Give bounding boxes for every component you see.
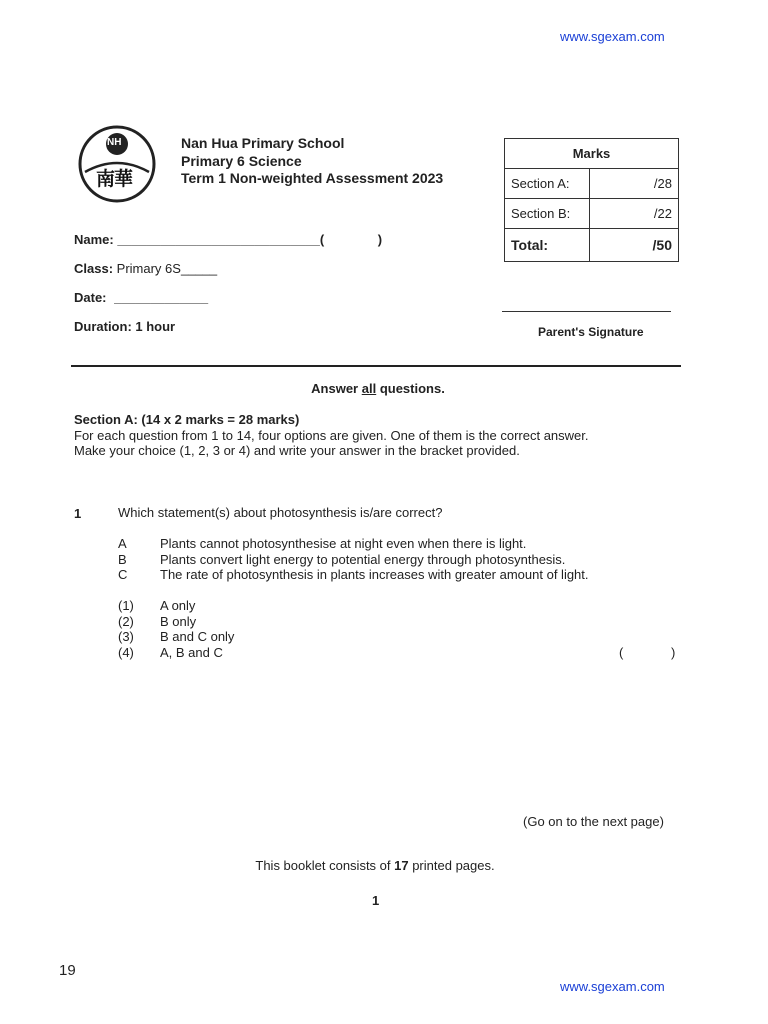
duration-text: Duration: 1 hour [74,319,176,334]
option-num-3: (3) [118,629,134,644]
answer-bracket-space[interactable] [630,642,670,662]
date-label: Date: [74,290,107,305]
top-website-link[interactable]: www.sgexam.com [560,29,665,44]
booklet-pre: This booklet consists of [255,858,395,873]
statement-letters [118,536,127,583]
option-3: B and C only [160,629,235,644]
name-label: Name: [74,232,114,247]
logo-chinese-name: 南華 [96,168,133,190]
statement-letter-a: A [118,536,127,551]
answer-all-pre: Answer [311,381,362,396]
section-b-score: /22 [590,199,679,229]
total-label: Total: [505,229,590,262]
answer-all-instruction [0,381,756,396]
date-field[interactable] [74,290,208,305]
section-a-title: Section A: (14 x 2 marks = 28 marks) [74,412,300,427]
statement-list [160,536,589,583]
parents-signature-label: Parent's Signature [538,325,644,339]
date-blank: _____________ [114,290,209,305]
signature-line [502,311,671,312]
marks-title: Marks [505,139,679,169]
statement-letter-c: C [118,567,128,582]
marks-table [504,138,679,262]
option-num-2: (2) [118,613,134,629]
total-score: /50 [590,229,679,262]
statement-b: Plants convert light energy to potential energy through photosynthesis. [160,551,566,567]
school-name: Nan Hua Primary School [181,135,345,151]
section-a-instructions [74,412,589,459]
question-text: Which statement(s) about photosynthesis is/are correct? [118,505,443,520]
option-2: B only [160,613,197,629]
section-b-label: Section B: [505,199,590,229]
assessment-title: Term 1 Non-weighted Assessment 2023 [181,170,444,186]
booklet-page-count: 17 [394,858,409,873]
option-4: A, B and C [160,644,223,660]
statement-c: The rate of photosynthesis in plants increases with greater amount of light. [160,567,589,582]
subject-title: Primary 6 Science [181,152,302,169]
option-numbers [118,598,134,660]
answer-bracket-close: ) [671,645,676,660]
booklet-pages-note [0,858,750,873]
bottom-website-link[interactable]: www.sgexam.com [560,979,665,994]
answer-all-emphasis: all [361,381,377,396]
statement-a: Plants cannot photosynthesise at night even when there is light. [160,536,527,551]
answer-all-post: questions. [376,381,445,396]
question-number: 1 [74,506,82,521]
class-field[interactable] [74,261,217,276]
instruction-line-2: Make your choice (1, 2, 3 or 4) and write your answer in the bracket provided. [74,443,520,458]
name-blank: ____________________________( [117,232,325,247]
booklet-post: printed pages. [408,858,495,873]
option-num-1: (1) [118,598,134,613]
class-label: Class: [74,261,114,276]
go-on-next-page: (Go on to the next page) [523,814,664,829]
school-logo [77,124,157,204]
section-a-label: Section A: [505,169,590,199]
school-header [181,135,443,188]
class-value: Primary 6S_____ [116,261,218,276]
section-a-score: /28 [590,169,679,199]
pdf-page-number: 19 [59,962,76,979]
header-divider [71,365,681,367]
name-field[interactable] [74,232,382,247]
name-register-paren: ) [377,232,383,247]
instruction-line-1: For each question from 1 to 14, four options are given. One of them is the correct answer. [74,427,589,443]
option-1: A only [160,598,196,613]
option-list [160,598,234,660]
statement-letter-b: B [118,551,127,567]
answer-bracket-open: ( [619,645,624,660]
page-number: 1 [372,893,380,908]
option-num-4: (4) [118,644,134,660]
logo-monogram: NH [107,137,122,148]
